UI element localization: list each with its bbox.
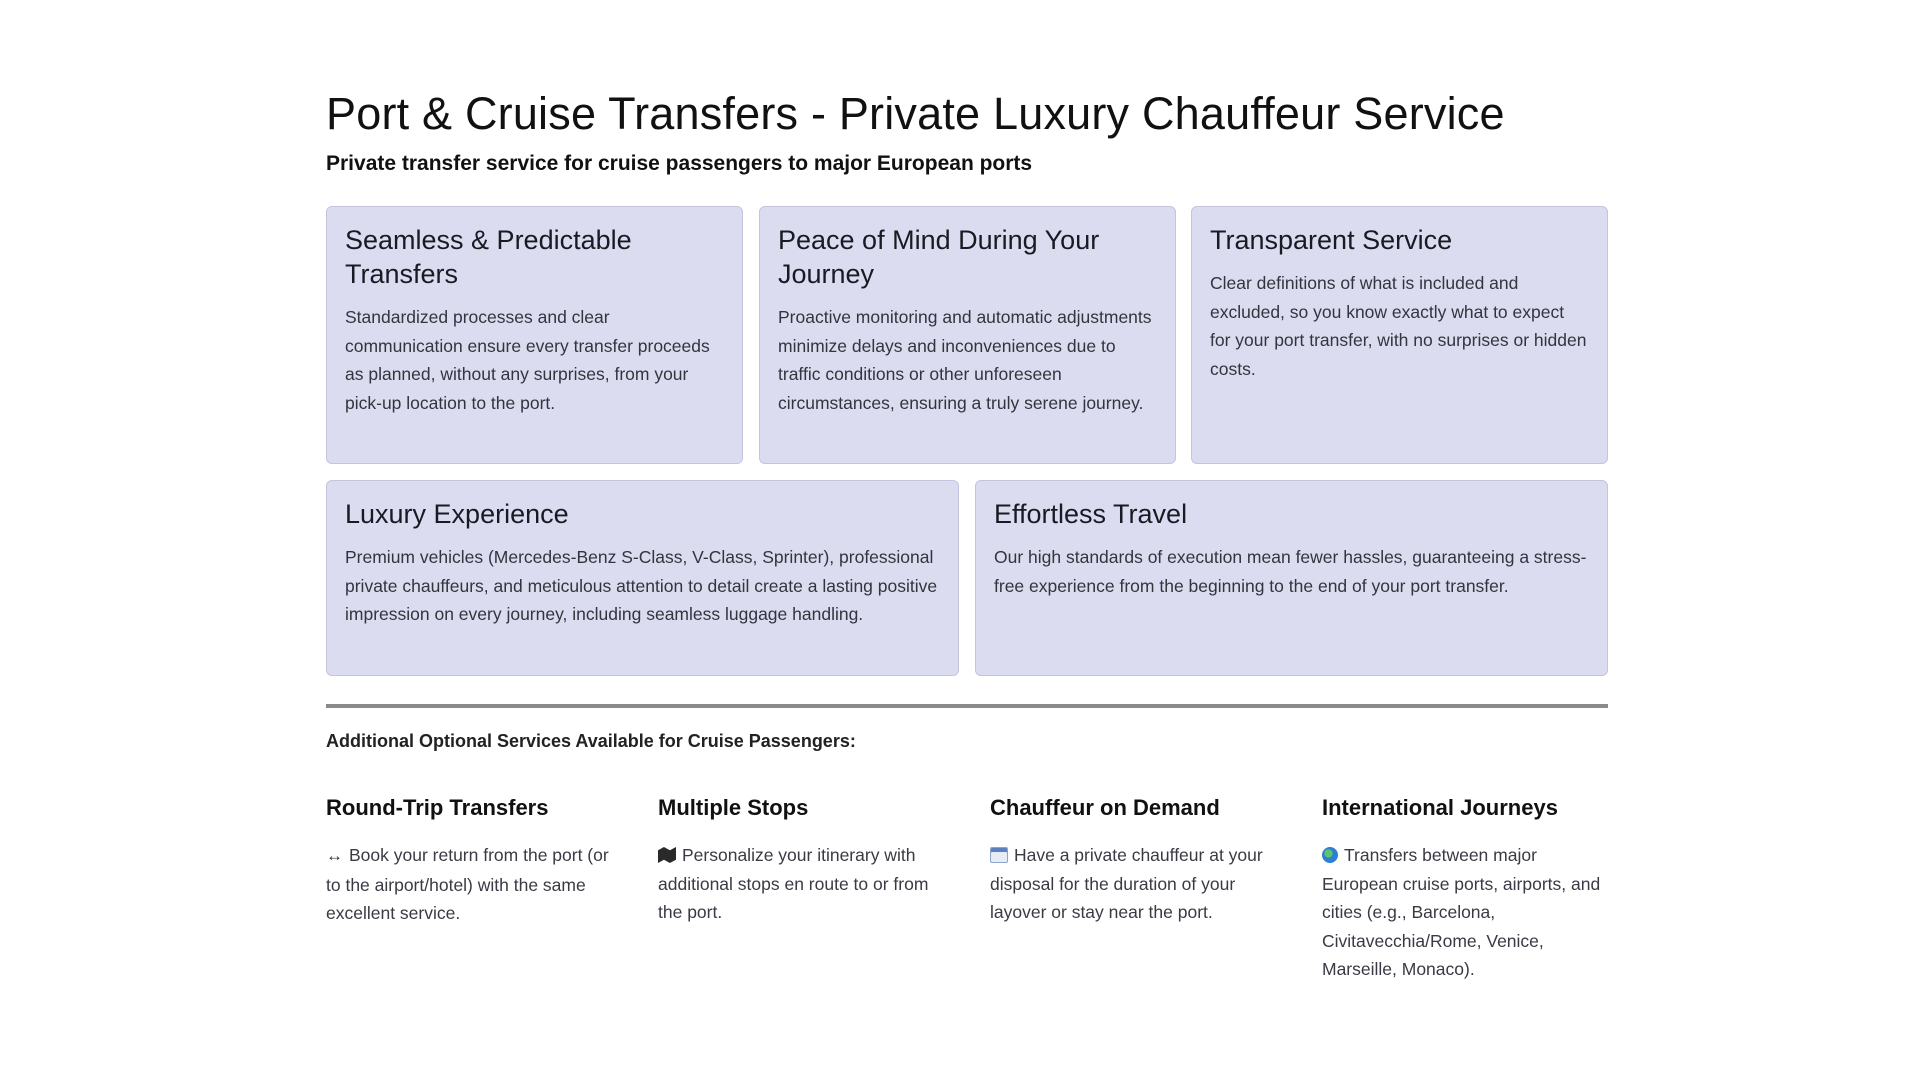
feature-card-title: Luxury Experience <box>345 499 569 529</box>
feature-card-text: Premium vehicles (Mercedes-Benz S-Class, V-Class, Sprinter), professional private chauffeurs, and meticulous attention to detail create a lasting positive impression on every journey, including seamless luggage handling. <box>345 547 938 624</box>
feature-card-title: Transparent Service <box>1210 225 1453 255</box>
service-title: International Journeys <box>1322 795 1558 820</box>
service-description: Personalize your itinerary with additional stops en route to or from the port. <box>658 845 929 922</box>
feature-card-peace-of-mind <box>759 206 1176 464</box>
page-subtitle: Private transfer service for cruise passengers to major European ports <box>326 152 1033 175</box>
service-text <box>1322 841 1616 984</box>
feature-card-seamless-transfers <box>326 206 743 464</box>
service-multiple-stops <box>658 793 952 927</box>
service-title: Chauffeur on Demand <box>990 795 1220 820</box>
feature-card-effortless-travel <box>975 480 1608 676</box>
service-description: Book your return from the port (or to the airport/hotel) with the same excellent service. <box>326 845 609 923</box>
feature-card-title: Peace of Mind During Your Journey <box>778 225 1100 289</box>
calendar-icon <box>990 847 1008 863</box>
service-text <box>658 841 952 927</box>
optional-services-heading: Additional Optional Services Available for Cruise Passengers: <box>326 731 856 751</box>
feature-card-text: Proactive monitoring and automatic adjustments minimize delays and inconveniences due to traffic conditions or other unforeseen circumstances, ensuring a truly serene journey. <box>778 307 1152 413</box>
feature-card-transparent-service <box>1191 206 1608 464</box>
page-title: Port & Cruise Transfers - Private Luxury Chauffeur Service <box>326 88 1505 139</box>
service-text <box>990 841 1284 927</box>
service-round-trip-transfers <box>326 793 620 928</box>
service-text <box>326 841 620 928</box>
globe-icon <box>1322 847 1338 863</box>
service-international-journeys <box>1322 793 1616 984</box>
service-chauffeur-on-demand <box>990 793 1284 927</box>
feature-card-text: Standardized processes and clear communication ensure every transfer proceeds as planned, without any surprises, from your pick-up location to the port. <box>345 307 710 413</box>
service-title: Round-Trip Transfers <box>326 795 549 820</box>
map-icon <box>658 847 676 863</box>
left-right-arrow-icon: ↔ <box>326 846 343 865</box>
service-description: Have a private chauffeur at your disposal for the duration of your layover or stay near the port. <box>990 845 1263 922</box>
feature-card-text: Our high standards of execution mean fewer hassles, guaranteeing a stress-free experience from the beginning to the end of your port transfer. <box>994 547 1587 596</box>
service-description: Transfers between major European cruise ports, airports, and cities (e.g., Barcelona, Civitavecchia/Rome, Venice, Marseille, Monaco). <box>1322 845 1601 979</box>
service-title: Multiple Stops <box>658 795 809 820</box>
feature-card-title: Seamless & Predictable Transfers <box>345 225 632 289</box>
feature-card-title: Effortless Travel <box>994 499 1188 529</box>
section-divider <box>326 704 1608 708</box>
feature-card-luxury-experience <box>326 480 959 676</box>
feature-card-text: Clear definitions of what is included and excluded, so you know exactly what to expect for your port transfer, with no surprises or hidden costs. <box>1210 273 1587 379</box>
